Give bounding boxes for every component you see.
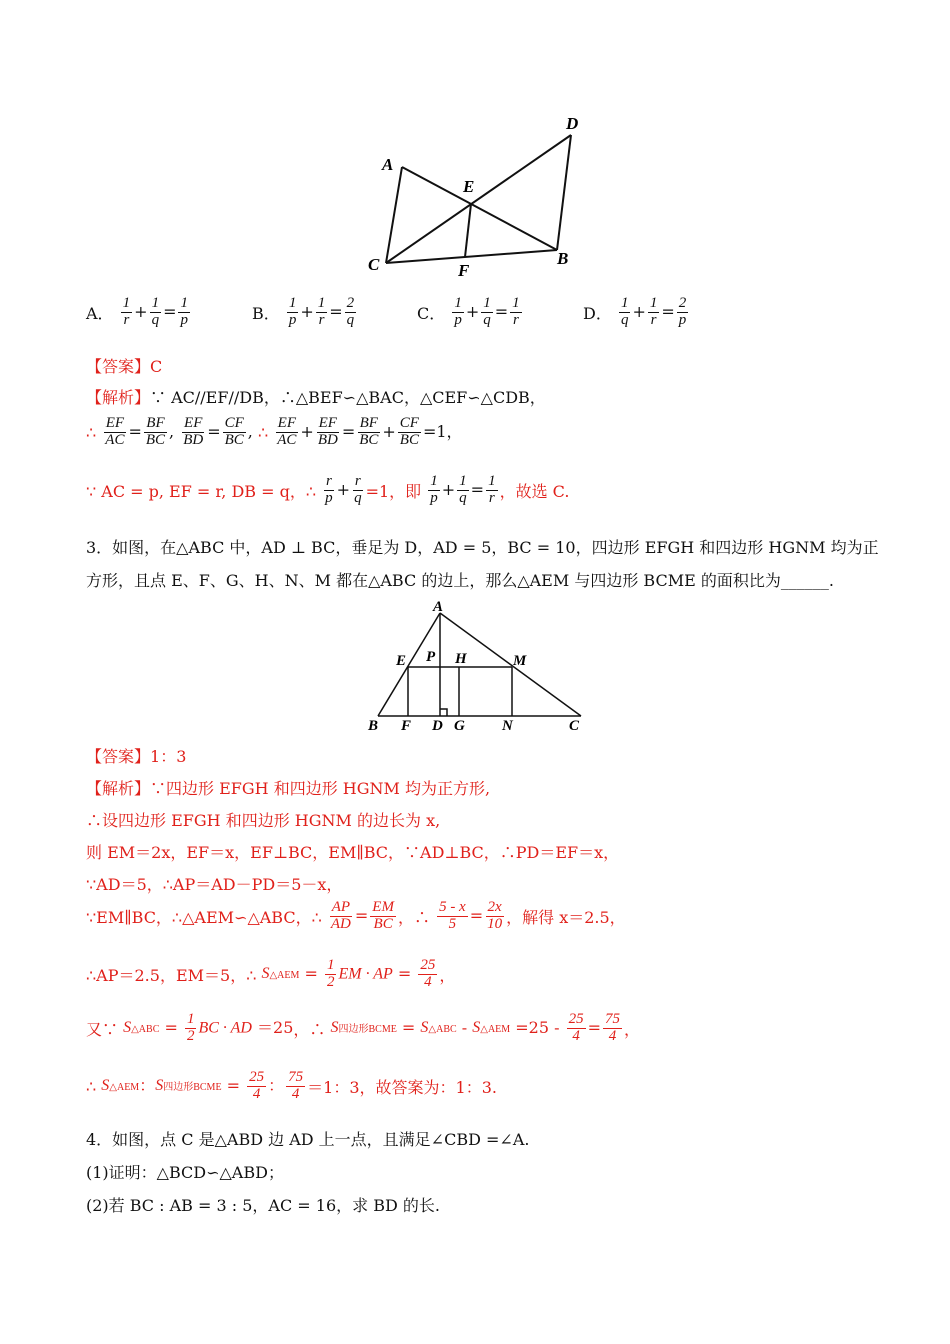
label2-n: N xyxy=(502,718,513,734)
q2-analysis-line-2: ∴ $\frac{EF}{AC}$ = $\frac{BF}{BC}$ , $\frac{EF}{BD}$ = $\frac{CF}{BC}$ , ∴ $\frac{EF}{AC}$ + $\frac{EF}{BD}$ = $\frac{BF}{BC}$ + $\frac{CF}{BC}$ =1， xyxy=(86,415,463,448)
q3-answer: 【答案】1：3 xyxy=(86,747,187,766)
label2-p: P xyxy=(426,649,436,665)
label2-d: D xyxy=(432,718,443,734)
label2-a: A xyxy=(433,599,444,615)
label2-m: M xyxy=(513,653,527,669)
label-e: E xyxy=(463,177,475,196)
q2-analysis-line-3: ∵ AC = p, EF = r, DB = q，∴ $\frac{r}{p}$ + $\frac{r}{q}$ =1，即 $\frac{1}{p}$ + $\frac{1}{q}$ = $\frac{1}{r}$ ，故选 C. xyxy=(86,473,570,506)
option-b: B． $\frac{1}{p}$ + $\frac{1}{r}$ = $\frac{2}{q}$ xyxy=(252,295,355,328)
q3-analysis-line-1: 【解析】∵四边形 EFGH 和四边形 HGNM 均为正方形, xyxy=(86,779,491,798)
option-a: A． $\frac{1}{r}$ + $\frac{1}{q}$ = $\frac{1}{p}$ xyxy=(86,295,188,328)
right-angle-mark xyxy=(440,709,447,716)
label2-b: B xyxy=(368,718,379,734)
segment-ab xyxy=(402,167,557,250)
q3-analysis-line-3: 则 EM＝2x，EF＝x，EF⊥BC，EM∥BC，∵AD⊥BC，∴PD＝EF＝x， xyxy=(86,843,620,862)
q3-analysis-line-5: ∵EM∥BC，∴△AEM∽△ABC，∴ $\frac{AP}{AD}$ = $\frac{EM}{BC}$ ，∴ $\frac{5 - x}{5}$ = $\frac{2x}{10}$ ，解得 x＝2.5， xyxy=(86,899,626,932)
q3-analysis-line-8: ∴ S△AEM：S四边形BCME = $\frac{25}{4}$ ： $\frac{75}{4}$ ＝1：3，故答案为：1：3. xyxy=(86,1069,497,1102)
segment-ac xyxy=(386,167,402,263)
label2-h: H xyxy=(455,651,467,667)
label-f: F xyxy=(458,261,470,280)
q4-line-3: (2)若 BC : AB = 3 : 5，AC = 16，求 BD 的长. xyxy=(86,1196,441,1215)
label-a: A xyxy=(382,155,394,174)
q2-answer: 【答案】C xyxy=(86,357,163,376)
q4-line-2: (1)证明：△BCD∽△ABD； xyxy=(86,1163,284,1182)
label-b: B xyxy=(557,249,569,268)
option-d: D． $\frac{1}{q}$ + $\frac{1}{r}$ = $\frac{2}{p}$ xyxy=(583,295,687,328)
option-c: C． $\frac{1}{p}$ + $\frac{1}{q}$ = $\frac{1}{r}$ xyxy=(417,295,520,328)
label2-f: F xyxy=(401,718,412,734)
label2-e: E xyxy=(396,653,407,669)
q3-line-2: 方形，且点 E、F、G、H、N、M 都在△ABC 的边上，那么△AEM 与四边形 BCME 的面积比为______. xyxy=(86,571,834,590)
q2-analysis-line-1: 【解析】∵ AC//EF//DB，∴△BEF∽△BAC，△CEF∽△CDB， xyxy=(86,388,546,407)
label-d: D xyxy=(566,114,579,133)
figure-1 xyxy=(360,108,600,280)
label2-g: G xyxy=(454,718,465,734)
q2-options xyxy=(86,296,706,340)
segment-cb xyxy=(386,250,557,263)
q3-analysis-line-7: 又∵ S△ABC = $\frac{1}{2}$ BC · AD ＝25，∴ S四边形BCME = S△ABC - S△AEM =25 - $\frac{25}{4}$ = $\frac{75}{4}$ ， xyxy=(86,1011,641,1044)
q3-line-1: 3．如图，在△ABC 中，AD ⊥ BC，垂足为 D，AD = 5，BC = 10，四边形 EFGH 和四边形 HGNM 均为正 xyxy=(86,538,879,557)
q3-analysis-line-4: ∵AD＝5，∴AP＝AD－PD＝5－x， xyxy=(86,875,343,894)
q3-analysis-line-2: ∴设四边形 EFGH 和四边形 HGNM 的边长为 x, xyxy=(86,811,441,830)
q3-analysis-line-6: ∴AP＝2.5，EM＝5，∴ S△AEM = $\frac{1}{2}$ EM · AP = $\frac{25}{4}$ ， xyxy=(86,957,456,990)
label-c: C xyxy=(368,255,380,274)
segment-cd xyxy=(386,135,571,263)
segment-db xyxy=(557,135,571,250)
segment-ef xyxy=(465,204,471,257)
label2-c: C xyxy=(569,718,580,734)
figure-2 xyxy=(362,596,592,734)
q4-line-1: 4．如图，点 C 是△ABD 边 AD 上一点，且满足∠CBD =∠A. xyxy=(86,1130,530,1149)
